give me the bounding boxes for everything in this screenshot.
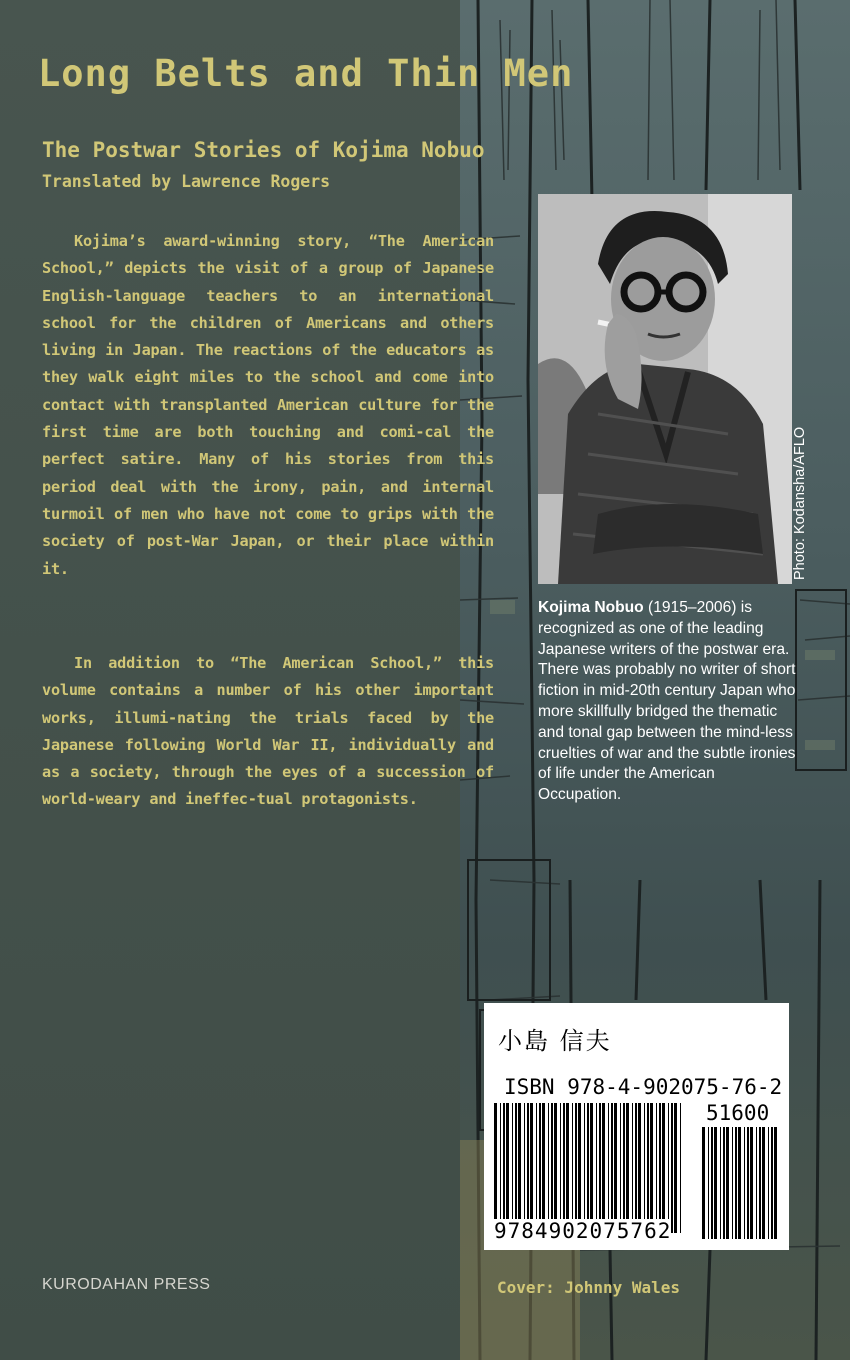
barcode-bar xyxy=(638,1103,641,1233)
barcode-bar xyxy=(611,1103,613,1233)
barcode-bar xyxy=(500,1103,501,1233)
barcode-bar xyxy=(735,1127,737,1239)
barcode-bar xyxy=(575,1103,577,1233)
barcode-bar xyxy=(614,1103,617,1233)
barcode-bar xyxy=(738,1127,741,1239)
barcode-bar xyxy=(659,1103,661,1233)
barcode-bar xyxy=(774,1127,777,1239)
barcode-bar xyxy=(539,1103,541,1233)
barcode-bar xyxy=(506,1103,509,1233)
author-bio-text: (1915–2006) is recognized as one of the leading Japanese writers of the postwar era. There was probably no writer of short fiction in mid-20th century Japan who more skillfully bridged the thematic and tonal gap between the mind-less cruelties of war and the subtle ironies of life under the American Occupation. xyxy=(538,599,796,804)
barcode-bar xyxy=(524,1103,525,1233)
barcode-bar xyxy=(662,1103,665,1233)
barcode-bar xyxy=(548,1103,549,1233)
barcode-bar xyxy=(512,1103,513,1233)
barcode-bar xyxy=(720,1127,721,1239)
barcode-bar xyxy=(551,1103,553,1233)
barcode-bar xyxy=(536,1103,537,1233)
barcode-bar xyxy=(515,1103,517,1233)
author-bio xyxy=(538,598,798,806)
barcode-bar xyxy=(626,1103,629,1233)
barcode-bar xyxy=(726,1127,729,1239)
barcode-bar xyxy=(768,1127,769,1239)
barcode-bar xyxy=(518,1103,521,1233)
isbn-text: ISBN 978-4-902075-76-2 xyxy=(504,1075,783,1099)
barcode-bar xyxy=(732,1127,733,1239)
barcode-bar xyxy=(572,1103,573,1233)
barcode-bar xyxy=(527,1103,529,1233)
barcode-bar xyxy=(714,1127,717,1239)
barcode-bars xyxy=(484,1003,789,1250)
barcode-bar xyxy=(596,1103,597,1233)
publisher-name: KURODAHAN PRESS xyxy=(42,1276,211,1293)
barcode-bar xyxy=(560,1103,561,1233)
barcode-bar xyxy=(756,1127,757,1239)
barcode-bar xyxy=(632,1103,633,1233)
barcode-bar xyxy=(711,1127,713,1239)
barcode-bar xyxy=(620,1103,621,1233)
blurb-paragraph-2: In addition to “The American School,” this volume contains a number of his other important works, illumi-nating the trials faced by the Japanese following World War II, individually and as a society, through the eyes of a succession of world-weary and ineffec-tual protagonists. xyxy=(42,654,494,809)
barcode-bar xyxy=(644,1103,645,1233)
barcode-bar xyxy=(578,1103,581,1233)
barcode-bar xyxy=(647,1103,649,1233)
barcode-bar xyxy=(623,1103,625,1233)
book-title: Long Belts and Thin Men xyxy=(38,52,574,95)
author-photo xyxy=(538,194,792,584)
price-code: 51600 xyxy=(706,1101,770,1125)
barcode-bar xyxy=(759,1127,761,1239)
barcode-bar xyxy=(542,1103,545,1233)
barcode-bar xyxy=(650,1103,653,1233)
barcode-bar xyxy=(668,1103,669,1233)
translator-credit: Translated by Lawrence Rogers xyxy=(42,172,331,191)
barcode-bar xyxy=(530,1103,533,1233)
barcode-bar xyxy=(750,1127,753,1239)
barcode-bar xyxy=(494,1103,497,1233)
barcode-bar xyxy=(584,1103,585,1233)
book-subtitle: The Postwar Stories of Kojima Nobuo xyxy=(42,138,485,162)
barcode-bar xyxy=(608,1103,609,1233)
barcode-bar xyxy=(590,1103,593,1233)
barcode-bar xyxy=(656,1103,657,1233)
blurb-paragraph-1: Kojima’s award-winning story, “The American School,” depicts the visit of a group of Japanese English-language teachers to an international school for the children of Americans and others living in Japan. The reactions of the educators as they walk eight miles to the school and come into contact with transplanted American culture for the first time are both touching and comi-cal the perfect satire. Many of his stories from this period deal with the irony, pain, and internal turmoil of men who have not come to grips with the society of post-War Japan, or their place within it. xyxy=(42,232,494,578)
barcode-bar xyxy=(702,1127,705,1239)
barcode-bar xyxy=(723,1127,725,1239)
barcode-bar xyxy=(762,1127,765,1239)
barcode-bar xyxy=(674,1103,677,1233)
barcode-bar xyxy=(599,1103,601,1233)
author-name: Kojima Nobuo xyxy=(538,599,644,616)
barcode-bar xyxy=(587,1103,589,1233)
barcode-bar xyxy=(566,1103,569,1233)
barcode-bar xyxy=(563,1103,565,1233)
barcode-bar xyxy=(708,1127,709,1239)
author-name-japanese: 小島 信夫 xyxy=(498,1027,612,1055)
barcode-bar xyxy=(747,1127,749,1239)
isbn-barcode-label xyxy=(484,1003,789,1250)
author-portrait-illustration xyxy=(538,194,792,584)
barcode-bar xyxy=(671,1103,673,1233)
barcode-bar xyxy=(744,1127,745,1239)
barcode-bar xyxy=(635,1103,637,1233)
barcode-bar xyxy=(602,1103,605,1233)
photo-credit: Photo: Kodansha/AFLO xyxy=(792,426,808,580)
barcode-bar xyxy=(503,1103,505,1233)
barcode-bar xyxy=(554,1103,557,1233)
barcode-bar xyxy=(680,1103,681,1233)
cover-artist-credit: Cover: Johnny Wales xyxy=(497,1278,681,1297)
barcode-number: 9784902075762 xyxy=(494,1219,672,1243)
barcode-bar xyxy=(771,1127,773,1239)
